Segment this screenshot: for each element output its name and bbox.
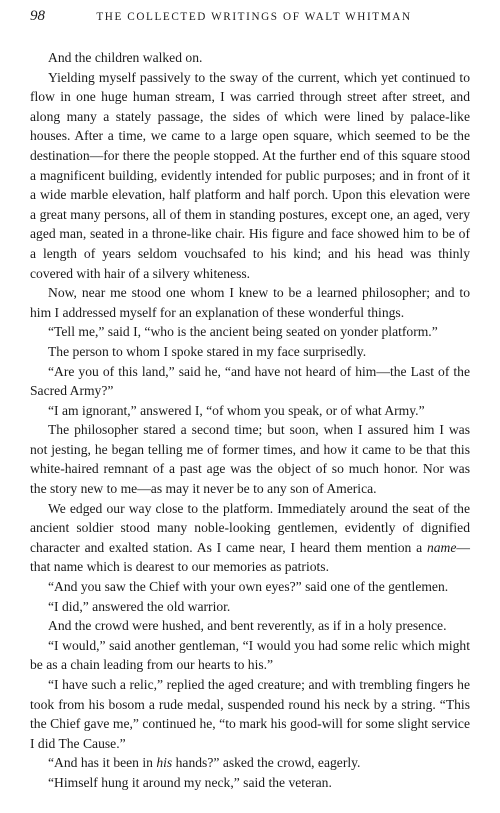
italic-text: name: [426, 539, 457, 555]
page-number: 98: [30, 8, 45, 24]
text-run: —that name which is dearest to our memories as patriots.: [30, 539, 470, 575]
paragraph: [30, 362, 470, 401]
paragraph: [30, 636, 470, 675]
text-run: “And you saw the Chief with your own eyes?” said one of the gentlemen.: [48, 579, 449, 595]
paragraph: [30, 499, 470, 577]
page-header: [30, 8, 470, 32]
text-run: The person to whom I spoke stared in my face surprisedly.: [48, 343, 367, 359]
text-run: Now, near me stood one whom I knew to be a learned philosopher; and to him I addressed myself for an explanation of these wonderful things.: [30, 285, 470, 320]
paragraph: [30, 420, 470, 498]
paragraph: [30, 577, 470, 597]
paragraph: [30, 773, 470, 793]
paragraph: [30, 616, 470, 636]
text-run: “I have such a relic,” replied the aged creature; and with trembling fingers he took from his bosom a rude medal, suspended round his neck by a string. “This the Chief gave me,” continued he, “to mark his good-will for some slight service I did The Cause.”: [30, 677, 470, 751]
text-run: “Are you of this land,” said he, “and have not heard of him—the Last of the Sacred Army?”: [30, 363, 470, 399]
paragraph: [30, 597, 470, 617]
text-run: “I am ignorant,” answered I, “of whom you speak, or of what Army.”: [48, 402, 425, 418]
paragraph: [30, 753, 470, 773]
text-run: “I would,” said another gentleman, “I would you had some relic which might be as a chain leading from our hearts to his.”: [30, 637, 470, 673]
text-run: “Tell me,” said I, “who is the ancient being seated on yonder platform.”: [48, 324, 438, 340]
text-run: “And has it been in: [48, 755, 157, 771]
paragraph: [30, 401, 470, 421]
paragraph: [30, 283, 470, 322]
text-run: The philosopher stared a second time; but soon, when I assured him I was not jesting, he began telling me of former times, and how it came to be that this white-haired remnant of a past age was the object of so much honor. Nor was the story new to me—as may it never be to any son of America.: [30, 422, 470, 497]
paragraph: [30, 342, 470, 362]
text-run: And the crowd were hushed, and bent reverently, as if in a holy presence.: [48, 618, 447, 634]
text-run: hands?” asked the crowd, eagerly.: [172, 755, 361, 771]
book-page: [30, 8, 470, 793]
running-head: THE COLLECTED WRITINGS OF WALT WHITMAN: [96, 11, 412, 23]
italic-text: his: [156, 755, 173, 771]
body-text: [30, 48, 470, 793]
text-run: “Himself hung it around my neck,” said the veteran.: [48, 774, 332, 790]
text-run: We edged our way close to the platform. Immediately around the seat of the ancient soldier stood many noble-looking gentlemen, evidently of dignified character and exalted station. As I came near, I heard them mention a: [30, 500, 470, 555]
text-run: Yielding myself passively to the sway of the current, which yet continued to flow in one huge human stream, I was carried through street after street, and along many a stately passage, the sides of which were lined by palace-like houses. After a time, we came to a large open square, which seemed to be the destination—for there the people stopped. At the further end of this square stood a magnificent building, evidently intended for public purposes; and in front of it a wide marble elevation, half platform and half porch. Upon this elevation were a great many persons, all of them in standing postures, except one, an aged, very aged man, seated in a throne-like chair. His figure and face showed him to be of a length of years seldom vouchsafed to his kind; and his head was thinly covered with hair of a silvery whiteness.: [30, 69, 470, 281]
paragraph: [30, 48, 470, 68]
paragraph: [30, 675, 470, 753]
text-run: “I did,” answered the old warrior.: [48, 598, 231, 614]
text-run: And the children walked on.: [48, 50, 203, 65]
paragraph: [30, 322, 470, 342]
paragraph: [30, 68, 470, 284]
